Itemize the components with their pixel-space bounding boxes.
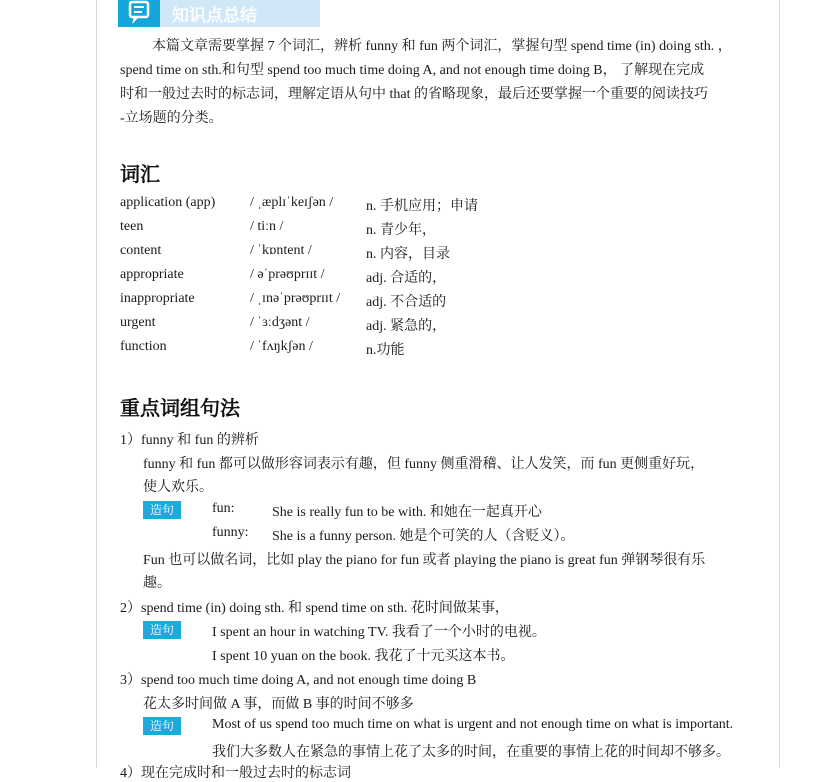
section-1-note-line-1: Fun 也可以做名词，比如 play the piano for fun 或者 playing the piano is great fun 弹钢琴很有乐 [143,553,706,568]
intro-line-3: 时和一般过去时的标志词，理解定语从句中 that 的省略现象，最后还要掌握一个重要的阅读技巧 [120,87,708,102]
vocab-ipa: / ˌɪnəˈprəʊprɪɪt / [250,291,341,306]
section-3-title: 3）spend too much time doing A, and not enough time doing B [120,673,477,688]
vocab-meaning: n. 手机应用；申请 [366,199,478,214]
example-tag: 造句 [143,501,181,519]
vocab-word: urgent [120,315,156,330]
chat-bubble-icon [118,0,160,27]
vocab-word: application (app) [120,195,216,210]
vocab-ipa: / ˌæplɪˈkeɪʃən / [250,195,334,210]
example-sentence-fun: She is really fun to be with. 和她在一起真开心 [272,505,542,520]
banner-title: 知识点总结 [172,6,257,26]
section-1-title: 1）funny 和 fun 的辨析 [120,433,259,448]
intro-line-2: spend time on sth.和句型 spend too much time doing A, and not enough time doing B， 了解现在完成 [120,63,705,78]
vocab-ipa: / ˈkɒntent / [250,243,312,258]
vocab-ipa: / əˈprəʊprɪɪt / [250,267,325,282]
section-2-title: 2）spend time (in) doing sth. 和 spend time on sth. 花时间做某事， [120,601,509,616]
intro-line-1: 本篇文章需要掌握 7 个词汇，辨析 funny 和 fun 两个词汇，掌握句型 spend time (in) doing sth. ， [152,39,732,54]
section-3-example-zh: 我们大多数人在紧急的事情上花了太多的时间，在重要的事情上花的时间却不够多。 [212,745,730,760]
vocab-heading: 词汇 [120,162,160,186]
intro-line-4: -立场题的分类。 [120,111,223,126]
example-sentence-funny: She is a funny person. 她是个可笑的人（含贬义）。 [272,529,575,544]
vocab-meaning: adj. 紧急的， [366,319,447,334]
vocab-meaning: n.功能 [366,343,405,358]
vocab-word: function [120,339,167,354]
vocab-ipa: / ˈɜːdʒənt / [250,315,310,330]
vocab-word: teen [120,219,144,234]
page-left-border [96,0,97,768]
vocab-word: appropriate [120,267,184,282]
section-3-example-en: Most of us spend too much time on what is urgent and not enough time on what is important. [212,717,734,732]
vocab-meaning: n. 青少年， [366,223,436,238]
section-1-desc-line-1: funny 和 fun 都可以做形容词表示有趣，但 funny 侧重滑稽、让人发笑，而 fun 更侧重好玩， [143,457,705,472]
section-3-desc: 花太多时间做 A 事，而做 B 事的时间不够多 [143,697,414,712]
example-tag: 造句 [143,621,181,639]
vocab-ipa: / tiːn / [250,219,284,234]
vocab-meaning: adj. 合适的， [366,271,447,286]
vocab-word: content [120,243,162,258]
section-1-note-line-2: 趣。 [143,576,171,591]
section-2-example-2: I spent 10 yuan on the book. 我花了十元买这本书。 [212,649,515,664]
example-label-funny: funny: [212,525,249,540]
section-1-desc-line-2: 使人欢乐。 [143,480,213,495]
vocab-word: inappropriate [120,291,195,306]
section-banner [118,0,320,27]
example-tag: 造句 [143,717,181,735]
vocab-meaning: adj. 不合适的 [366,295,447,310]
phrases-heading: 重点词组句法 [120,396,240,420]
section-2-example-1: I spent an hour in watching TV. 我看了一个小时的电视。 [212,625,546,640]
vocab-meaning: n. 内容，目录 [366,247,450,262]
vocab-ipa: / ˈfʌŋkʃən / [250,339,313,354]
page-right-border [779,0,780,768]
example-label-fun: fun: [212,501,235,516]
section-4-title-partial: 4）现在完成时和一般过去时的标志词 [120,766,351,781]
